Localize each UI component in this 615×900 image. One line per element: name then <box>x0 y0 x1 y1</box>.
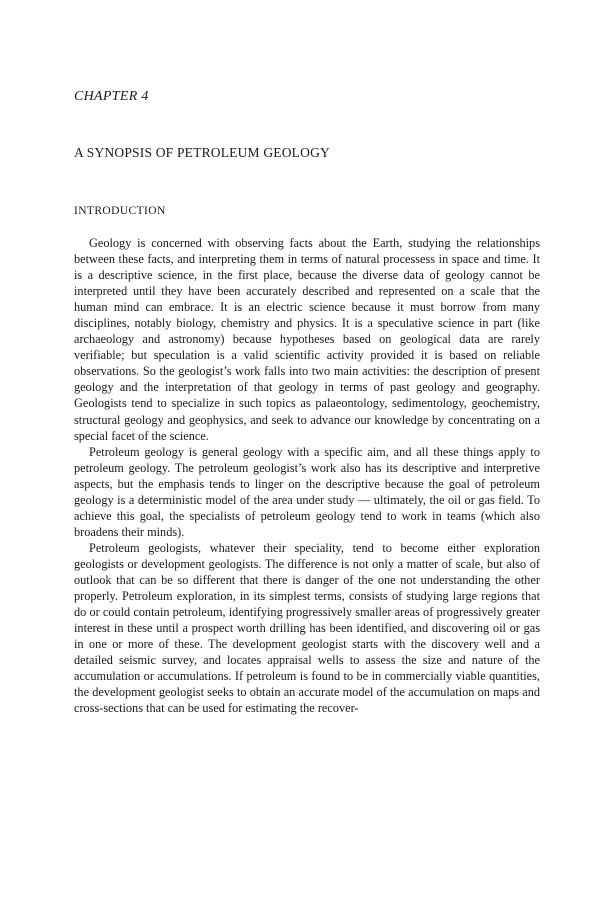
section-heading: INTRODUCTION <box>74 205 166 217</box>
body-text <box>74 235 540 716</box>
paragraph-1: Geology is concerned with observing facts about the Earth, studying the relationships between these facts, and interpreting them in terms of natural processess in space and time. It is a descriptive science, in the first place, because the diverse data of geology cannot be interpreted until they have been accurately described and represented on a scale that the human mind can embrace. It is an electric science because it must borrow from many disciplines, notably biology, chemistry and physics. It is a speculative science in part (like archaeology and astronomy) because hypotheses based on geological data are rarely verifiable; but speculation is a valid scientific activity provided it is based on reliable observations. So the geologist’s work falls into two main activities: the description of present geology and the interpretation of that geology in terms of past geology and geography. Geologists tend to specialize in such topics as palaeontology, sedimentology, geochemistry, structural geology and geophysics, and seek to advance our knowledge by concentrating on a special facet of the science. <box>74 236 540 443</box>
chapter-label: CHAPTER 4 <box>74 89 149 104</box>
paragraph-3: Petroleum geologists, whatever their speciality, tend to become either exploration geologists or development geologists. The difference is not only a matter of scale, but also of outlook that can be so different that there is danger of the one not understanding the other properly. Petroleum exploration, in its simplest terms, consists of studying large regions that do or could contain petroleum, identifying progressively smaller areas of progressively greater interest in these until a prospect worth drilling has been identified, and discovering oil or gas in one or more of these. The development geologist starts with the discovery well and a detailed seismic survey, and locates appraisal wells to assess the size and nature of the accumulation or accumulations. If petroleum is found to be in commercially viable quantities, the development geologist seeks to obtain an accurate model of the accumulation on maps and cross-sections that can be used for estimating the recover- <box>74 540 540 716</box>
paragraph-2: Petroleum geology is general geology with a specific aim, and all these things apply to petroleum geology. The petroleum geologist’s work also has its descriptive and interpretive aspects, but the emphasis tends to linger on the descriptive because the goal of petroleum geology is a deterministic model of the area under study — ultimately, the oil or gas field. To achieve this goal, the specialists of petroleum geology tend to work in teams (which also broadens their minds). <box>74 444 540 539</box>
chapter-title: A SYNOPSIS OF PETROLEUM GEOLOGY <box>74 145 330 160</box>
